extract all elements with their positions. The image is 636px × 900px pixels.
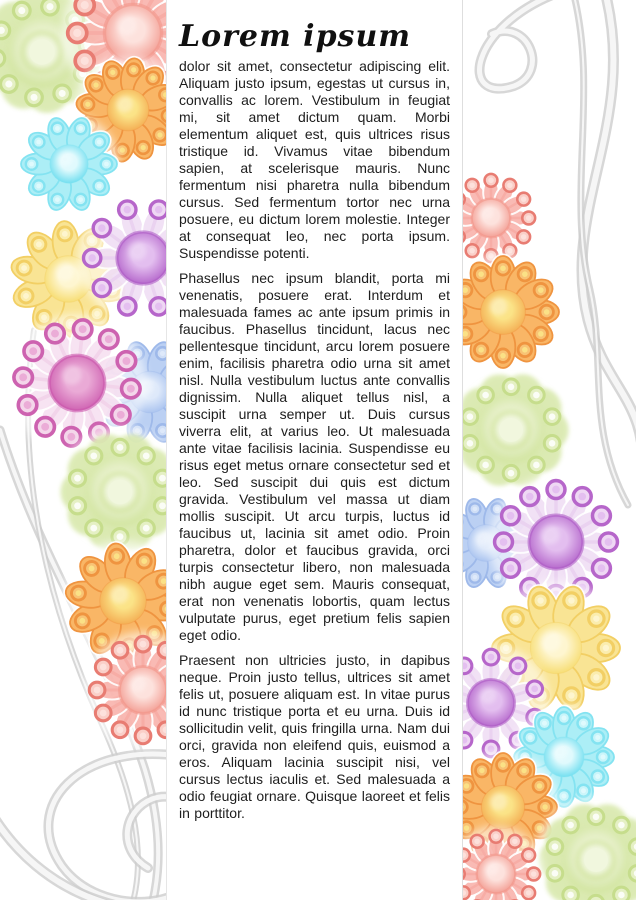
ribbon-swirl <box>572 0 628 505</box>
body-paragraph: dolor sit amet, consectetur adipiscing elit. Aliquam justo ipsum, egestas ut cursus in, convallis ac lorem. Vestibulum in feugiat mi, sit amet dictum quam. Morbi elementum aliquet est, quis ultrices risus tristique id. Vivamus vitae bibendum sapien, at scelerisque mauris. Nunc fermentum nisi pharetra nulla bibendum cursus. Sed fermentum tortor nec urna posuere, eu dictum lorem molestie. Integer at consequat leo, nec porta ipsum. Suspendisse potenti. <box>179 58 450 261</box>
flower-green-icon <box>448 367 574 493</box>
text-panel <box>166 0 463 900</box>
body-text <box>179 58 450 822</box>
flower-cyan-icon <box>19 114 120 215</box>
body-paragraph: Praesent non ultricies justo, in dapibus neque. Proin justo tellus, ultrices sit amet felis ut, posuere aliquam est. In vitae purus id nunc tristique porta et eu urna. Duis id sollicitudin velit, quis fringilla urna. Nam dui orci, gravida non eleifend quis, euismod a eros. Aliquam lacinia suscipit nisi, vel cursus lectus iaculis et. Sed malesuada a odio feugiat ornare. Quisque laoreet et felis in porttitor. <box>179 652 450 821</box>
page-title: Lorem ipsum <box>179 19 412 54</box>
body-paragraph: Phasellus nec ipsum blandit, porta mi venenatis, posuere erat. Interdum et malesuada fames ac ante ipsum primis in faucibus. Phasellus tincidunt, lacus nec pellentesque tincidunt, arcu lorem posuere enim, facilisis pharetra odio urna sit amet nisl. Nulla vestibulum luctus ante convallis dignissim. Nulla aliquet tellus nisl, a suscipit urna semper ut. Duis cursus viverra elit, at varius leo. Ut malesuada ante vitae facilisis lacinia. Suspendisse eu risus eget metus ornare consectetur sed et leo. Sed suscipit dui quis est dictum gravida. Vestibulum vel massa ut diam mollis suscipit. Ut arcu turpis, luctus id faucibus ut, lacinia sit amet odio. Proin pharetra, dolor et faucibus gravida, orci turpis consectetur libero, non malesuada nibh augue eget sem. Mauris consequat, erat non venenatis lobortis, quam lectus vulputate purus, eget pretium felis sapien eget odio. <box>179 270 450 643</box>
